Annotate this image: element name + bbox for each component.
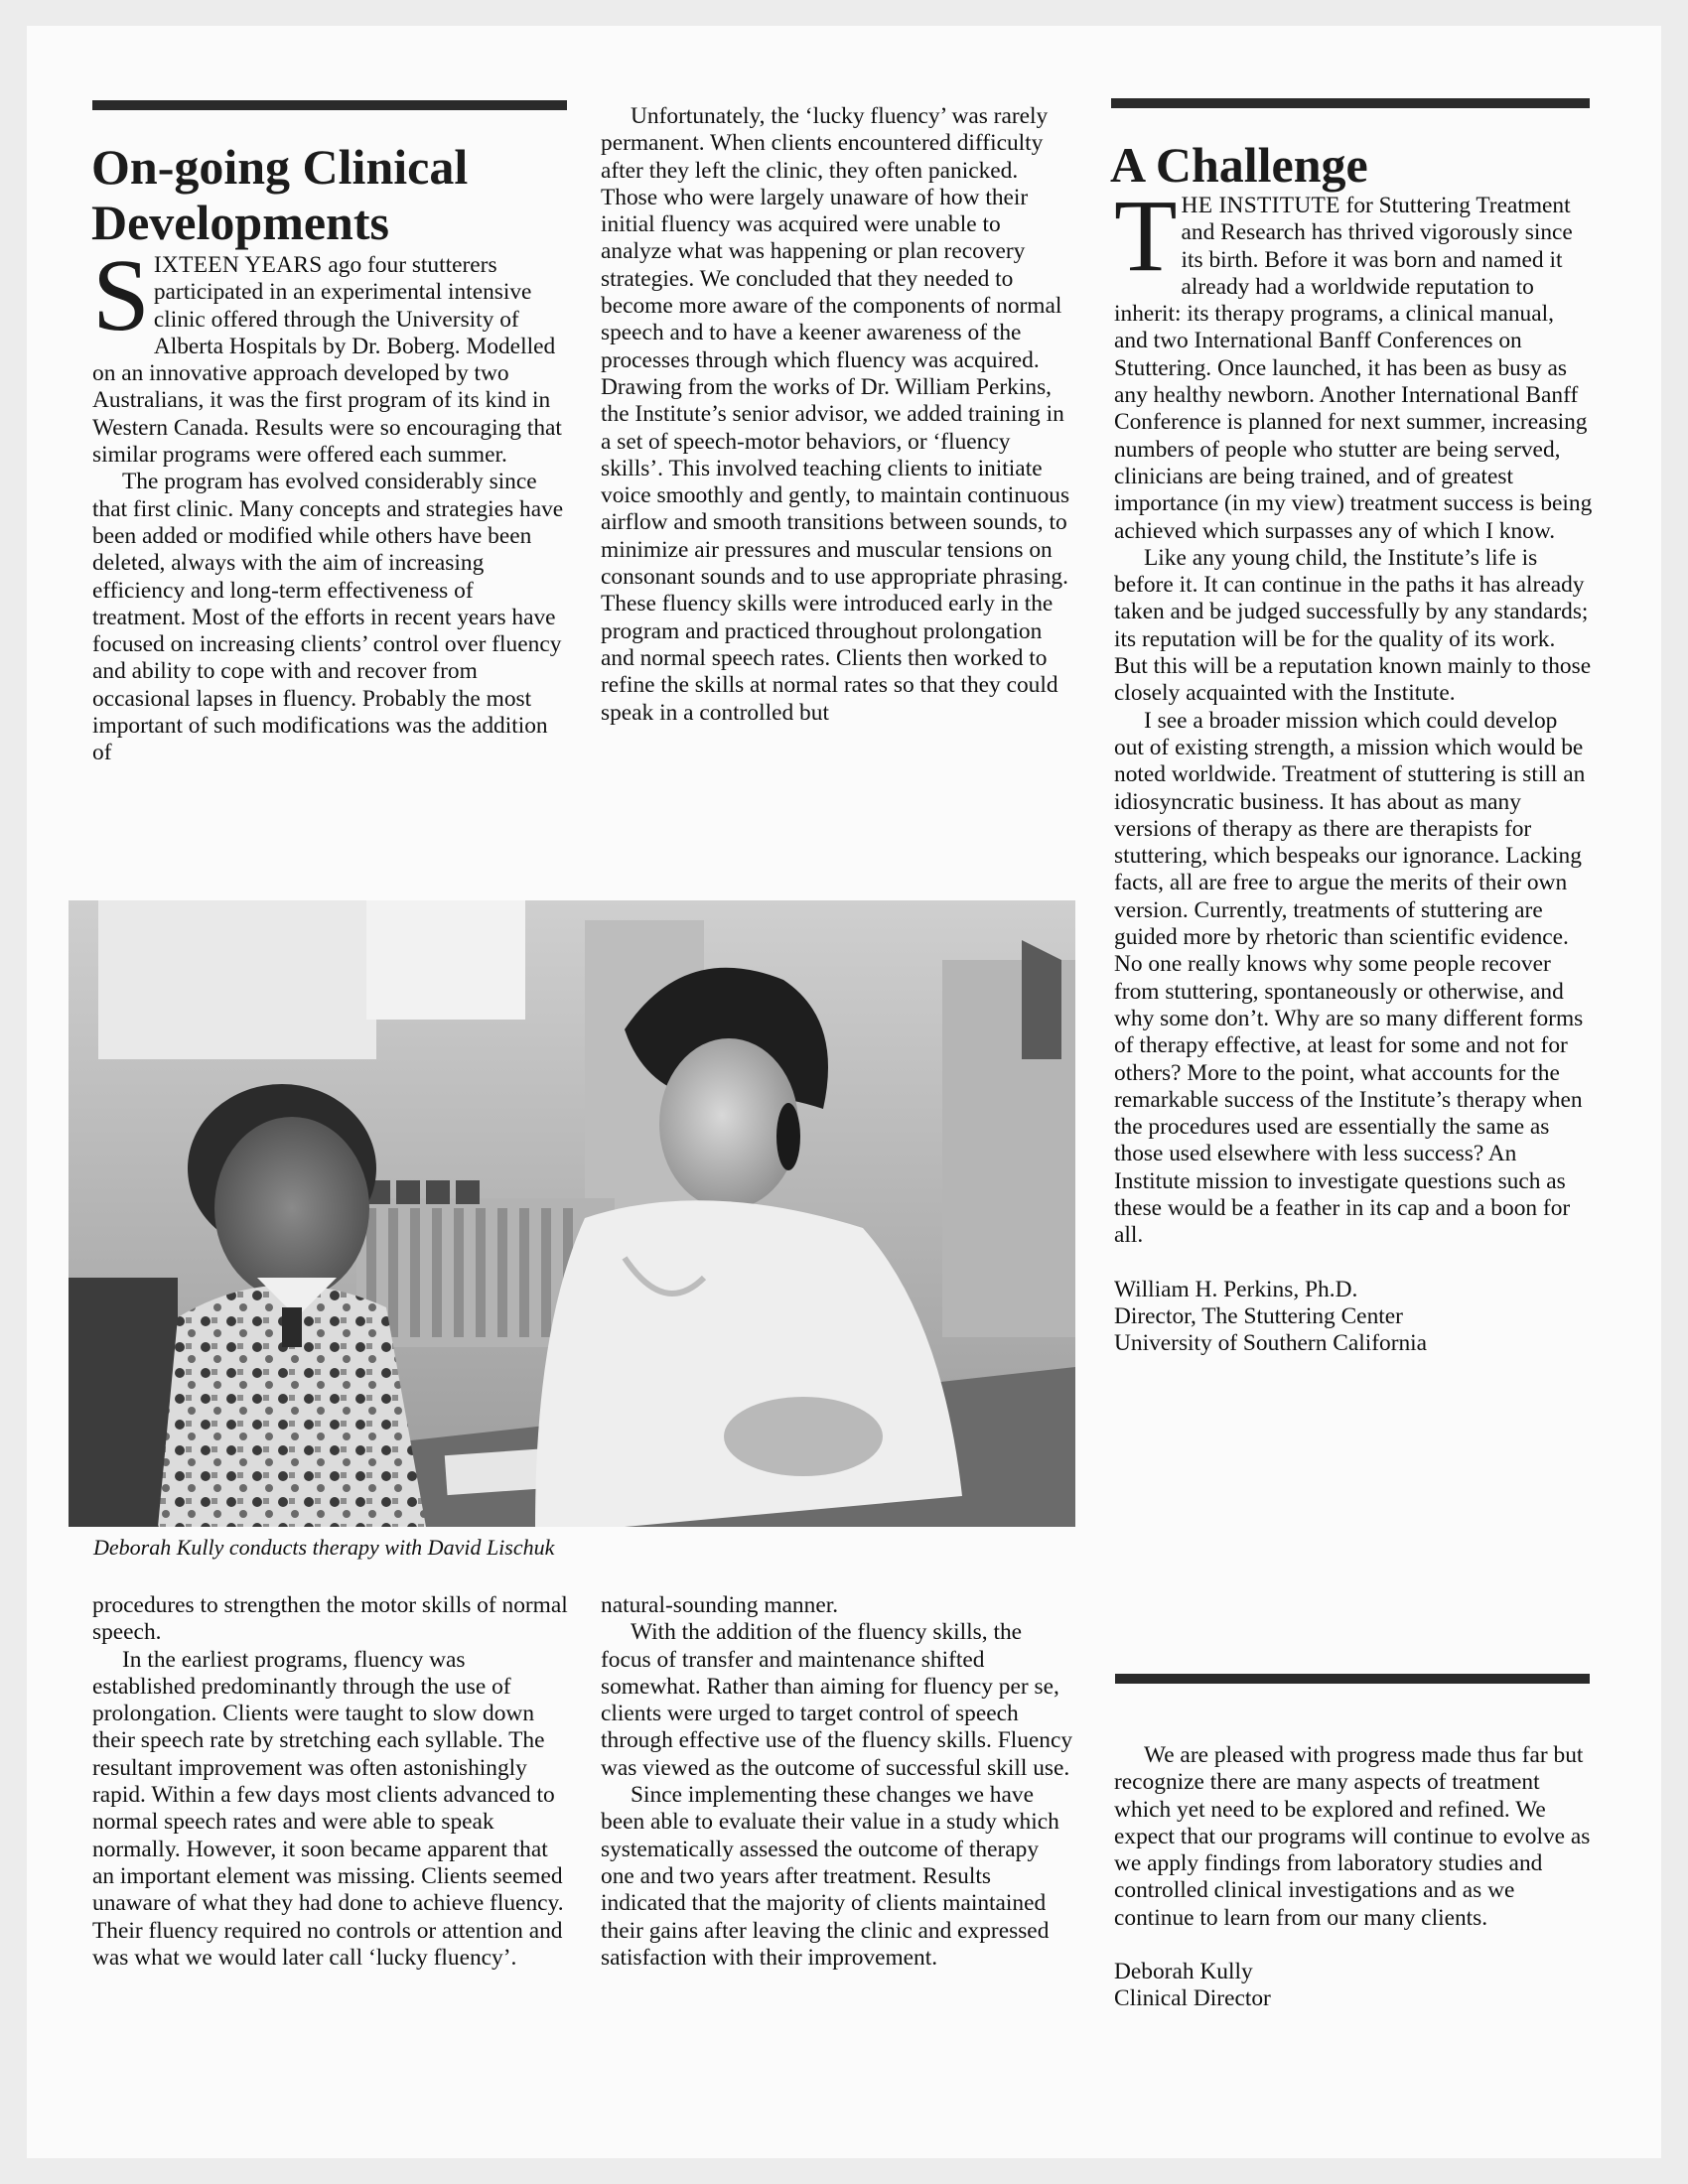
paragraph-natural-sounding-continued: natural-sounding manner. [601, 1592, 839, 1618]
paragraph-lucky-fluency: Unfortunately, the ‘lucky fluency’ was rarely permanent. When clients encountered difficulty after they left the clinic, they often panicked. Those who were largely unaware of how their initial fluency was acquired were unable to analyze what was happening or plan recovery strategies. We concluded that they needed to become more aware of the components of normal speech and to have a keener awareness of the processes through which fluency was acquired. Drawing from the works of Dr. William Perkins, the Institute’s senior advisor, we added training in a set of speech-motor behaviors, or ‘fluency skills’. This involved teaching clients to initiate voice smoothly and gently, to maintain continuous airflow and smooth transitions between sounds, to minimize air pressures and muscular tensions on consonant sounds and to use appropriate phrasing. These fluency skills were introduced early in the program and practiced throughout prolongation and normal speech rates. Clients then worked to refine the skills at normal rates so that they could speak in a controlled but [601, 103, 1070, 726]
dropcap-s: S [92, 238, 150, 352]
left-column-top [92, 238, 571, 767]
signature-title-university: University of Southern California [1114, 1330, 1428, 1357]
closing-paragraph: We are pleased with progress made thus far but recognize there are many aspects of treatment which yet need to be explored and refined. We expect that our programs will continue to evolve as we apply findings from laboratory studies and controlled clinical investigations and as we continue to learn from our many clients. [1114, 1742, 1591, 1931]
therapy-photo [69, 900, 1075, 1527]
challenge-intro-paragraph [1114, 179, 1593, 545]
paragraph-earliest-programs: In the earliest programs, fluency was established predominantly through the use of prolongation. Clients were taught to slow down their speech rate by stretching each syllable. The resultant improvement was often astonishingly rapid. Within a few days most clients advanced to normal speech rates and were able to speak normally. However, it soon became apparent that an important element was missing. Clients seemed unaware of what they had done to achieve fluency. Their fluency required no controls or attention and was what we would later call ‘lucky fluency’. [92, 1646, 564, 1971]
challenge-lead-caps: HE INSTITUTE [1181, 193, 1340, 218]
paragraph-fluency-skills-addition: With the addition of the fluency skills, the focus of transfer and maintenance shifted somewhat. Rather than aiming for fluency per se, clients were urged to target control of speech through effective use of the fluency skills. Fluency was viewed as the outcome of successful skill use. [601, 1619, 1073, 1781]
signature-title-clinical-director: Clinical Director [1114, 1985, 1271, 2012]
top-rule-left [92, 100, 567, 110]
divider-rule-right [1115, 1674, 1590, 1684]
signature-name-kully: Deborah Kully [1114, 1959, 1253, 1985]
middle-column-bottom [601, 1592, 1075, 1972]
intro-paragraph [92, 238, 571, 469]
paragraph-program-evolved: The program has evolved considerably since that first clinic. Many concepts and strategies have been added or modified while others have been deleted, always with the aim of increasing efficiency and long-term effectiveness of treatment. Most of the efforts in recent years have focused on increasing clients’ control over fluency and ability to cope with and recover from occasional lapses in fluency. Probably the most important of such modifications was the addition of [92, 469, 564, 766]
closing-note [1114, 1742, 1593, 2013]
lead-caps: IXTEEN YEARS [153, 252, 323, 278]
signature-title-director: Director, The Stuttering Center [1114, 1302, 1403, 1329]
right-column [1114, 179, 1593, 1357]
paragraph-broader-mission: I see a broader mission which could develop out of existing strength, a mission which would be noted worldwide. Treatment of stuttering is still an idiosyncratic business. It has about as many versions of therapy as there are therapists for stuttering, which bespeaks our ignorance. Lacking facts, all are free to argue the merits of their own version. Currently, treatments of stuttering are guided more by rhetoric than scientific evidence. No one really knows why some people recover from stuttering, spontaneously or otherwise, and why some don’t. Why are so many different forms of therapy effective, at least for some and not for others? More to the point, what accounts for the remarkable success of the Institute’s therapy when the procedures used are essentially the same as those used elsewhere with less success? An Institute mission to investigate questions such as these would be a feather in its cap and a boon for all. [1114, 707, 1586, 1249]
headline-a-challenge: A Challenge [1110, 137, 1368, 193]
dropcap-t: T [1114, 179, 1178, 293]
top-rule-right [1111, 98, 1590, 108]
spacer [1114, 1250, 1593, 1277]
middle-column-top [601, 103, 1075, 727]
left-column-bottom [92, 1592, 571, 1972]
paragraph-implementing-changes: Since implementing these changes we have been able to evaluate their value in a study which systematically assessed the outcome of therapy one and two years after treatment. Results indicated that the majority of clients maintained their gains after leaving the clinic and expressed satisfaction with their improvement. [601, 1782, 1059, 1971]
signature-name-perkins: William H. Perkins, Ph.D. [1114, 1276, 1358, 1302]
paragraph-motor-skills-continued: procedures to strengthen the motor skills of normal speech. [92, 1592, 568, 1646]
intro-text: ago four stutterers participated in an experimental intensive clinic offered through the University of Alberta Hospitals by Dr. Boberg. Modelled on an innovative approach developed by two Australians, it was the first program of its kind in Western Canada. Results were so encouraging that similar programs were offered each summer. [92, 252, 562, 469]
photo-caption: Deborah Kully conducts therapy with David Lischuk [93, 1535, 555, 1560]
therapy-photo-illustration [69, 900, 1075, 1527]
headline-ongoing-clinical-developments: On-going Clinical Developments [91, 139, 469, 250]
spacer [1114, 1932, 1593, 1959]
challenge-intro-text: for Stuttering Treatment and Research has thrived vigorously since its birth. Before it was born and named it already had a worldwide reputation to inherit: its therapy programs, a clinical manual, and two International Banff Conferences on Stuttering. Once launched, it has been as busy as any healthy newborn. Another International Banff Conference is planned for next summer, increasing numbers of people who stutter are being served, clinicians are being trained, and of greatest importance (in my view) treatment success is being achieved which surpasses any of which I know. [1114, 193, 1593, 544]
paragraph-young-child: Like any young child, the Institute’s life is before it. It can continue in the paths it has already taken and be judged successfully by any standards; its reputation will be for the quality of its work. But this will be a reputation known mainly to those closely acquainted with the Institute. [1114, 544, 1592, 707]
